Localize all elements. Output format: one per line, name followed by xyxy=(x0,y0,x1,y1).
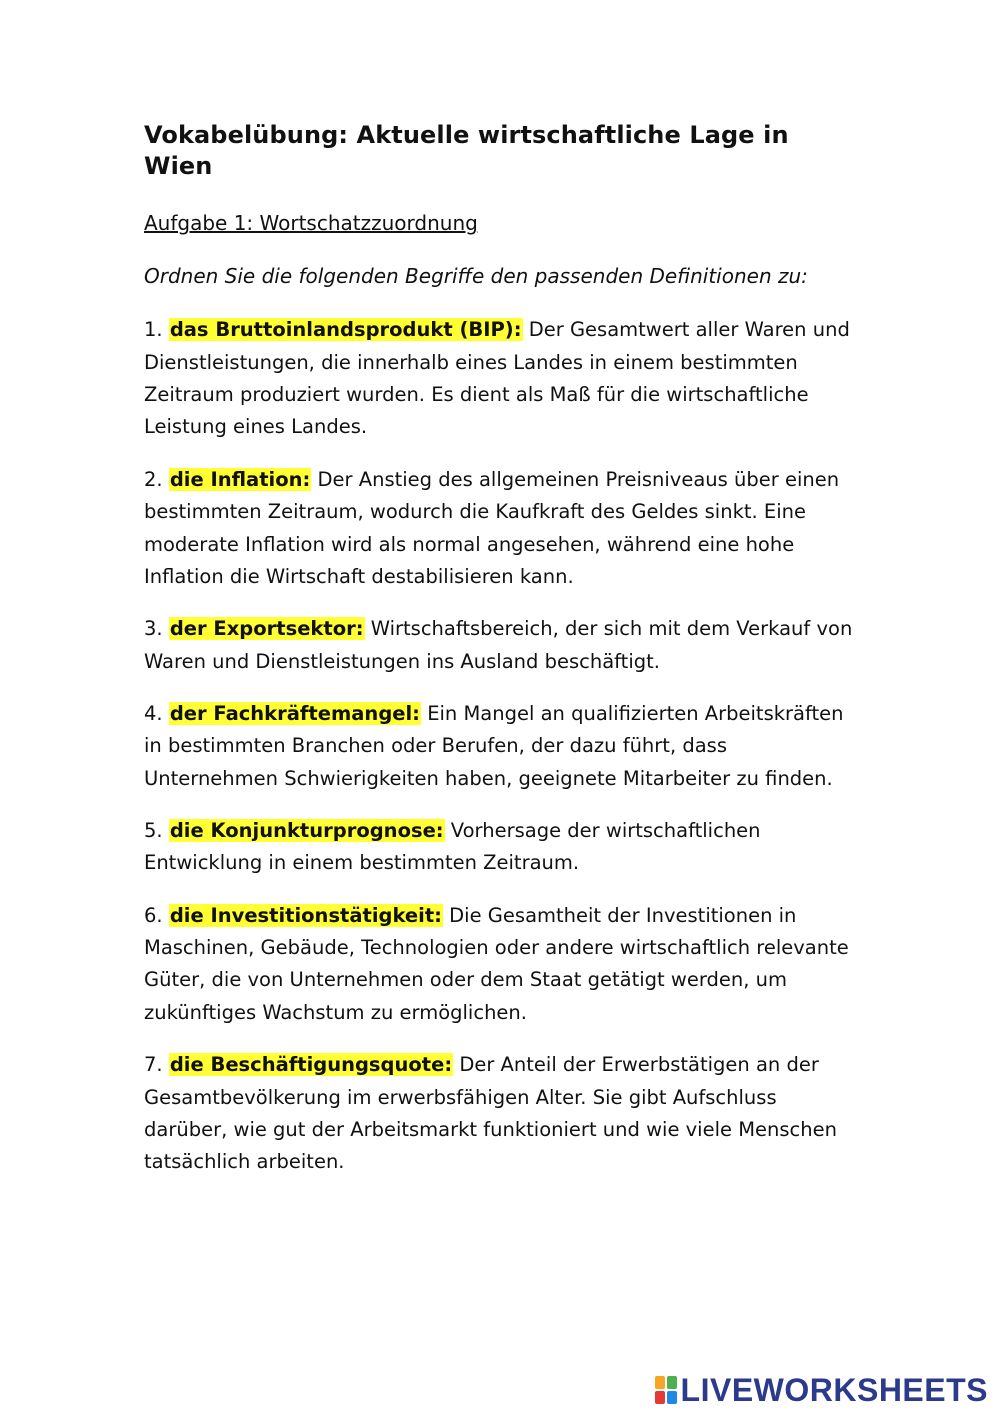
vocab-item-7 xyxy=(144,1049,864,1178)
worksheet-title: Vokabelübung: Aktuelle wirtschaftliche Lage in Wien xyxy=(144,121,789,181)
vocabulary-list xyxy=(144,314,864,1178)
item-number: 1. xyxy=(144,318,163,342)
item-number: 2. xyxy=(144,467,163,491)
vocab-definition: Der Anstieg des allgemeinen Preisniveaus über einen bestimmten Zeitraum, wodurch die Kaufkraft des Geldes sinkt. Eine moderate Inflation wird als normal angesehen, während eine hohe Inflation die Wirtschaft destabilisieren kann. xyxy=(144,467,840,588)
vocab-term: die Inflation: xyxy=(169,467,311,491)
liveworksheets-logo[interactable] xyxy=(655,1374,988,1406)
vocab-definition: Die Gesamtheit der Investitionen in Maschinen, Gebäude, Technologien oder andere wirtschaftlich relevante Güter, die von Unternehmen oder dem Staat getätigt werden, um zukünftiges Wachstum zu ermöglichen. xyxy=(144,903,849,1024)
worksheet-page xyxy=(144,120,864,1199)
logo-square-3 xyxy=(655,1391,665,1404)
vocab-item-3 xyxy=(144,613,864,678)
item-number: 4. xyxy=(144,701,163,725)
vocab-term: die Investitionstätigkeit: xyxy=(169,903,442,927)
logo-square-1 xyxy=(655,1376,665,1389)
vocab-item-5 xyxy=(144,815,864,880)
vocab-term: das Bruttoinlandsprodukt (BIP): xyxy=(169,318,522,342)
item-number: 6. xyxy=(144,903,163,927)
vocab-item-4 xyxy=(144,698,864,795)
vocab-term: die Beschäftigungsquote: xyxy=(169,1053,453,1077)
instruction-text: Ordnen Sie die folgenden Begriffe den passenden Definitionen zu: xyxy=(144,264,808,289)
item-number: 5. xyxy=(144,819,163,843)
vocab-item-2 xyxy=(144,464,864,593)
task-heading: Aufgabe 1: Wortschatzzuordnung xyxy=(144,211,478,236)
vocab-term: die Konjunkturprognose: xyxy=(169,819,444,843)
vocab-item-6 xyxy=(144,900,864,1029)
vocab-definition: Wirtschaftsbereich, der sich mit dem Verkauf von Waren und Dienstleistungen ins Ausland beschäftigt. xyxy=(144,617,853,673)
vocab-term: der Fachkräftemangel: xyxy=(169,701,420,725)
logo-square-4 xyxy=(667,1391,677,1404)
vocab-item-1 xyxy=(144,314,864,443)
vocab-definition: Vorhersage der wirtschaftlichen Entwicklung in einem bestimmten Zeitraum. xyxy=(144,819,761,875)
logo-text: LIVEWORKSHEETS xyxy=(680,1372,988,1408)
vocab-term: der Exportsektor: xyxy=(169,617,364,641)
logo-square-2 xyxy=(667,1376,677,1389)
item-number: 7. xyxy=(144,1053,163,1077)
vocab-definition: Der Gesamtwert aller Waren und Dienstleistungen, die innerhalb eines Landes in einem bestimmten Zeitraum produziert wurden. Es dient als Maß für die wirtschaftliche Leistung eines Landes. xyxy=(144,318,850,439)
vocab-definition: Ein Mangel an qualifizierten Arbeitskräften in bestimmten Branchen oder Berufen, der dazu führt, dass Unternehmen Schwierigkeiten haben, geeignete Mitarbeiter zu finden. xyxy=(144,701,844,790)
liveworksheets-logo-icon xyxy=(655,1376,677,1404)
vocab-definition: Der Anteil der Erwerbstätigen an der Gesamtbevölkerung im erwerbsfähigen Alter. Sie gibt Aufschluss darüber, wie gut der Arbeitsmarkt funktioniert und wie viele Menschen tatsächlich arbeiten. xyxy=(144,1053,837,1174)
item-number: 3. xyxy=(144,617,163,641)
